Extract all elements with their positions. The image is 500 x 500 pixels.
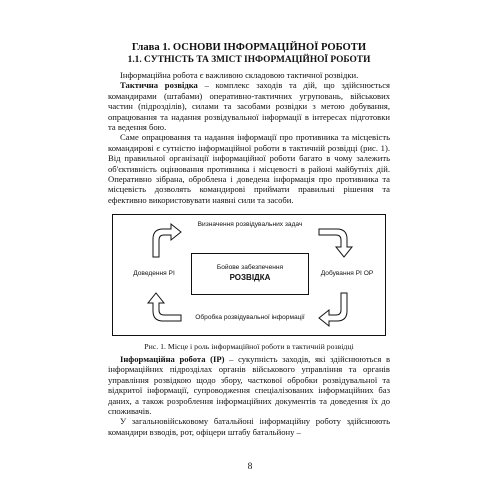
body-text-top [108,70,390,205]
figure-diagram [112,214,386,336]
center-box-line2: РОЗВІДКА [229,273,271,282]
figure-caption: Рис. 1. Місце і роль інформаційної роботи в тактичній розвідці [144,342,354,351]
paragraph-4-text: – сукупність заходів, які здійснюються в інформаційних підрозділах органів військового управління та органів управління розвідкою щодо збору, часткової обробки розвідувальної та відкритої інформації, супроводження спеціалізованих інформаційних баз даних, а також розроблення інформаційних документів та доведення їх до споживачів. [108,354,390,417]
paragraph-1: Інформаційна робота є важливою складовою тактичної розвідки. [120,70,359,80]
term-tactical-recon: Тактична розвідка [120,80,198,91]
arrow-bottom-right-icon [317,291,357,329]
arrow-top-right-icon [317,221,357,259]
diagram-right-label: Добування РІ ОР [320,270,374,277]
diagram-bottom-label: Обробка розвідувальної інформації [195,314,305,321]
diagram-left-label: Доведення РІ [133,270,175,277]
term-info-work: Інформаційна робота (ІР) [120,354,225,364]
paragraph-2 [108,80,390,132]
body-text-bottom [108,354,390,437]
page-number: 8 [247,462,253,472]
center-box-line1: Бойове забезпечення [216,264,284,271]
paragraph-3: Саме опрацювання та надання інформації про противника та місцевість командирові є сутністю інформаційної роботи в тактичній розвідці (рис. 1). Від правильної організації інформаційної роботи багато в чому залежить об'єктивність оцінювання противника і місцевості в районі майбутніх дій. Оперативно зібрана, оброблена і доведена інформація про противника та місцевість дозволять командирові приймати правильні рішення та ефективно використовувати наявні сили та засоби. [108,132,390,205]
arrow-bottom-left-icon [143,291,183,329]
arrow-top-left-icon [143,221,183,259]
section-title: 1.1. СУТНІСТЬ ТА ЗМІСТ ІНФОРМАЦІЙНОЇ РОБОТИ [127,55,371,65]
diagram-top-label: Визначення розвідувальних задач [197,221,303,228]
paragraph-2-text: – комплекс заходів та дій, що здійснюється командирами (штабами) оперативно-тактичних угруповань, військових частин (підрозділів), силами та засобами розвідки з метою добування, опрацювання та надання розвідувальної інформації в інтересах підготовки та ведення бою. [108,80,390,133]
paragraph-4 [108,354,390,416]
diagram-center-box [191,253,309,295]
chapter-title: Глава 1. ОСНОВИ ІНФОРМАЦІЙНОЇ РОБОТИ [131,42,367,53]
paragraph-5: У загальновійськовому батальйоні інформаційну роботу здійснюють командири взводів, рот, офіцери штабу батальйону – [108,416,390,437]
